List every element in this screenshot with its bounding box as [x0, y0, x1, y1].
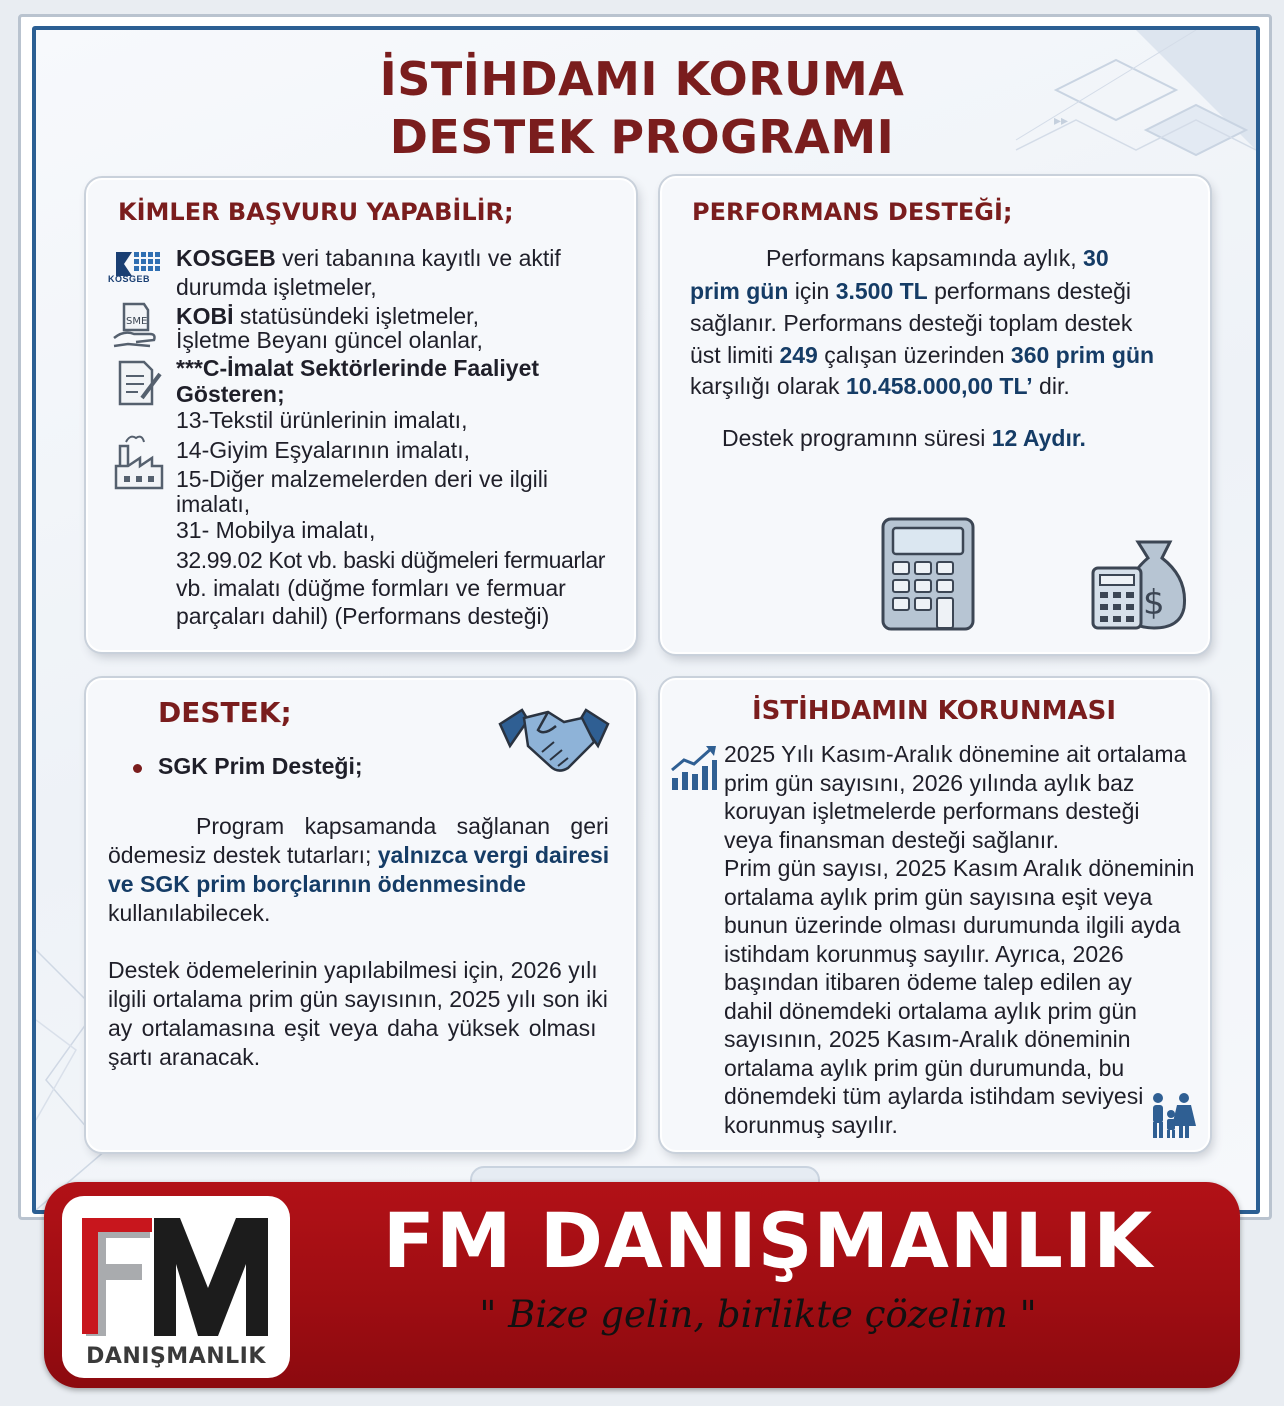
family-icon — [1144, 1090, 1200, 1142]
employment-title: İSTİHDAMIN KORUNMASI — [752, 696, 1116, 726]
support-para2-line: şartı aranacak. — [108, 1044, 261, 1070]
support-para2-line: Destek ödemelerinin yapılabilmesi için, 2026 yılı — [108, 957, 598, 983]
handshake-icon — [498, 702, 610, 778]
employment-line: dönemdeki tüm aylarda istihdam seviyesi — [724, 1083, 1144, 1109]
sme-handshake-icon — [110, 300, 160, 350]
support-para1-line4: kullanılabilecek. — [108, 900, 271, 926]
title-line-1: İSTİHDAMI KORUMA — [379, 52, 905, 106]
employment-line: istihdam korunmuş sayılır. Ayrıca, 2026 — [724, 941, 1124, 967]
support-para1-line2: ödemesiz destek tutarları; yalnızca vergi dairesi — [108, 842, 610, 868]
support-title: DESTEK; — [158, 696, 292, 729]
fm-logo-caption: DANIŞMANLIK — [86, 1344, 266, 1369]
employment-line: bunun üzerinde olması durumunda ilgili ayda — [724, 912, 1181, 938]
performance-line-5: karşılığı olarak 10.458.000,00 TL’ dir. — [690, 373, 1070, 399]
page-title — [0, 50, 1284, 166]
sector-item: vb. imalatı (düğme formları ve fermuar — [176, 575, 566, 601]
title-line-2: DESTEK PROGRAMI — [389, 110, 895, 164]
employment-line: koruyan işletmelerde performans desteği — [724, 798, 1140, 824]
sme-label: SME — [126, 316, 148, 327]
applicant-declaration: İşletme Beyanı güncel olanlar, — [176, 327, 483, 353]
svg-text:▸▸: ▸▸ — [1054, 113, 1069, 129]
performance-line-4: üst limiti 249 çalışan üzerinden 360 prim gün — [690, 342, 1155, 368]
support-para1-line1: Program kapsamanda sağlanan geri — [196, 813, 609, 839]
employment-line: korunmuş sayılır. — [724, 1112, 898, 1138]
employment-line: sayısının, 2025 Kasım-Aralık döneminin — [724, 1026, 1131, 1052]
employment-line: 2025 Yılı Kasım-Aralık dönemine ait ortalama — [724, 741, 1187, 767]
calculator-icon — [880, 516, 976, 632]
sgk-support-label: SGK Prim Desteği; — [158, 753, 363, 779]
employment-line: Prim gün sayısı, 2025 Kasım Aralık döneminin — [724, 855, 1195, 881]
employment-line: ortalama aylık prim gün durumunda, bu — [724, 1055, 1125, 1081]
document-pen-icon — [116, 358, 162, 408]
applicant-sector-heading-cont: Gösteren; — [176, 381, 285, 407]
sector-item: parçaları dahil) (Performans desteği) — [176, 603, 550, 629]
brand-name: FM DANIŞMANLIK — [382, 1196, 1154, 1285]
bullet-icon — [133, 764, 142, 773]
employment-line: dahil dönemdeki ortalama aylık prim gün — [724, 998, 1137, 1024]
kosgeb-logo-text: KOSGEB — [108, 274, 151, 284]
employment-line: prim gün sayısını, 2026 yılında aylık baz — [724, 770, 1135, 796]
factory-icon — [112, 432, 164, 492]
support-para2-line: ay ortalamasına eşit veya daha yüksek olması — [108, 1015, 597, 1041]
performance-line-1: Performans kapsamında aylık, 30 — [766, 245, 1109, 271]
sector-item: 14-Giyim Eşyalarının imalatı, — [176, 437, 470, 463]
svg-text:$: $ — [1143, 583, 1165, 623]
employment-line: veya finansman desteği sağlanır. — [724, 827, 1059, 853]
performance-title: PERFORMANS DESTEĞİ; — [692, 198, 1013, 226]
applicant-kosgeb-cont: durumda işletmeler, — [176, 274, 377, 300]
program-duration: Destek programınn süresi 12 Aydır. — [722, 425, 1086, 451]
applicant-sector-heading: ***C-İmalat Sektörlerinde Faaliyet — [176, 355, 540, 381]
employment-line: ortalama aylık prim gün sayısına eşit veya — [724, 884, 1153, 910]
sector-item: 15-Diğer malzemelerden deri ve ilgili — [176, 466, 548, 492]
sector-item: 13-Tekstil ürünlerinin imalatı, — [176, 407, 468, 433]
slogan: " Bize gelin, birlikte çözelim " — [479, 1293, 1037, 1336]
applicant-kosgeb: KOSGEB veri tabanına kayıtlı ve aktif — [176, 245, 561, 271]
applicants-title: KİMLER BAŞVURU YAPABİLİR; — [118, 198, 514, 226]
performance-line-3: sağlanır. Performans desteği toplam destek — [690, 310, 1133, 336]
sector-item: 32.99.02 Kot vb. baski düğmeleri fermuarlar — [176, 547, 605, 573]
growth-chart-icon — [668, 744, 718, 792]
applicant-kobi: KOBİ statüsündeki işletmeler, — [176, 303, 479, 329]
money-bag-calculator-icon — [1090, 538, 1190, 632]
employment-line: başından itibaren ödeme talep edilen ay — [724, 969, 1132, 995]
sector-item: imalatı, — [176, 491, 251, 517]
support-para1-line3: ve SGK prim borçlarının ödenmesinde — [108, 871, 526, 897]
support-para2-line: ilgili ortalama prim gün sayısının, 2025 yılı son iki — [108, 986, 608, 1012]
sector-item: 31- Mobilya imalatı, — [176, 517, 376, 543]
performance-line-2: prim gün için 3.500 TL performans desteği — [690, 278, 1132, 304]
fm-logo — [62, 1196, 290, 1378]
